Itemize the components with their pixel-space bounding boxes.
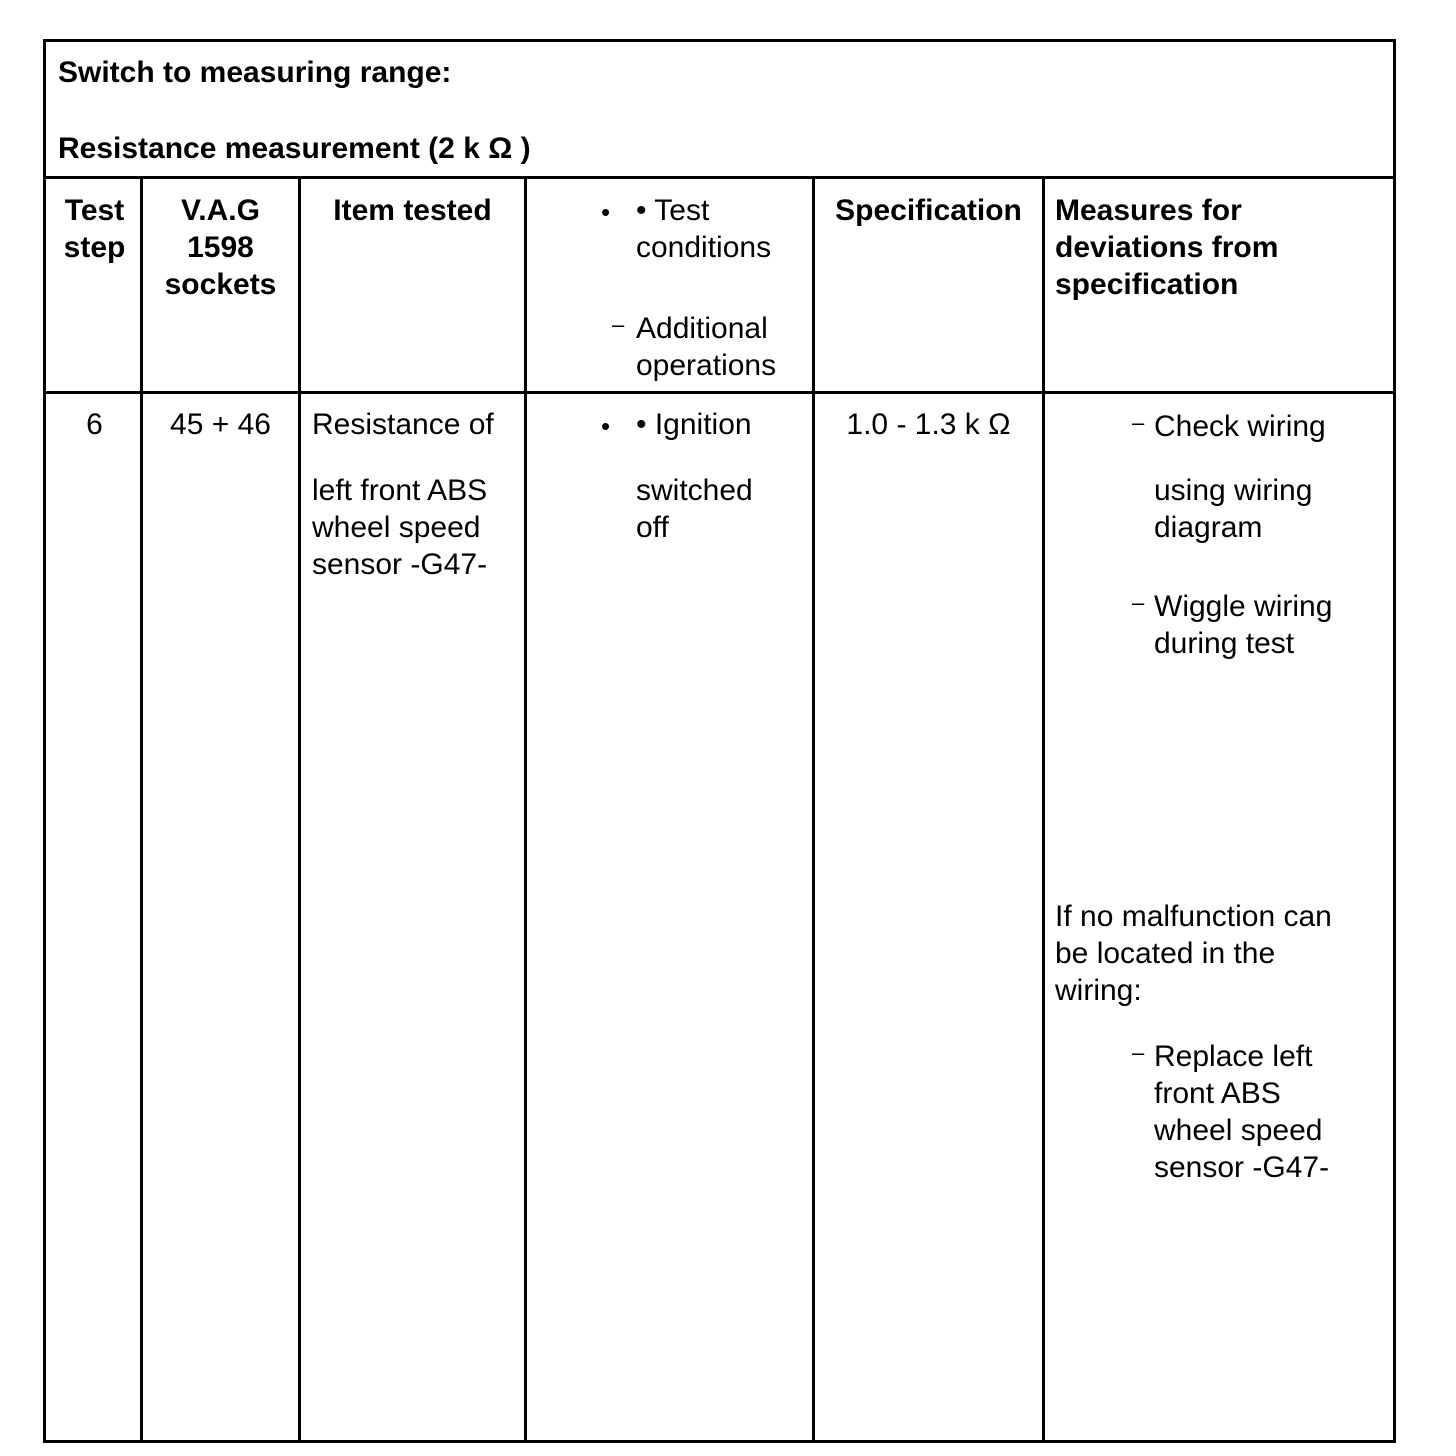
column-divider [1042, 179, 1045, 1440]
header-divider [46, 391, 1393, 394]
cell-text-line: Replace left [1154, 1040, 1313, 1073]
header-test-conditions-line: • Test [636, 194, 710, 227]
measure-check-wiring [1154, 472, 1312, 546]
cell-text-line: front ABS [1154, 1077, 1281, 1110]
header-text-line: Test [64, 194, 125, 227]
cell-text-line: Wiggle wiring [1154, 590, 1333, 623]
cell-specification: 1.0 - 1.3 k Ω [846, 408, 1011, 441]
header-additional-operations-line: Additional [636, 312, 768, 345]
cell-text-line: switched [636, 474, 753, 507]
measure-check-wiring-line: Check wiring [1154, 410, 1326, 443]
measure-note [1055, 898, 1332, 1009]
header-text-line: sockets [164, 268, 277, 301]
column-divider [140, 179, 143, 1440]
measure-wiggle-wiring [1154, 588, 1332, 662]
cell-text-line: diagram [1154, 511, 1263, 544]
cell-text-line: off [636, 511, 669, 544]
header-text-line: deviations from [1055, 231, 1279, 264]
cell-text-line: wheel speed [312, 511, 481, 544]
cell-test-step: 6 [86, 408, 103, 441]
cell-item-tested [312, 472, 487, 583]
header-text-line: specification [1055, 268, 1239, 301]
header-text-line: V.A.G [181, 194, 260, 227]
dash-icon: – [1132, 1040, 1145, 1065]
cell-text-line: during test [1154, 627, 1295, 660]
cell-conditions-line: • Ignition [636, 408, 752, 441]
test-table [43, 39, 1396, 1443]
header-sockets [143, 192, 298, 303]
dash-icon: – [1132, 590, 1145, 615]
cell-text-line: wiring: [1055, 974, 1142, 1007]
column-divider [812, 179, 815, 1440]
cell-sockets: 45 + 46 [170, 408, 271, 441]
cell-conditions [636, 472, 753, 546]
header-test-step [46, 192, 143, 266]
dash-icon: – [1132, 410, 1145, 435]
header-measures [1055, 192, 1278, 303]
bullet-icon: • [601, 411, 611, 441]
header-text-line: step [63, 231, 126, 264]
cell-text-line: If no malfunction can [1055, 900, 1332, 933]
column-divider [298, 179, 301, 1440]
cell-text-line: be located in the [1055, 937, 1276, 970]
measuring-range-heading: Switch to measuring range: [58, 56, 452, 89]
resistance-measurement-heading: Resistance measurement (2 k Ω ) [58, 132, 531, 165]
column-divider [524, 179, 527, 1440]
cell-text-line: left front ABS [312, 474, 488, 507]
cell-text-line: sensor -G47- [312, 548, 488, 581]
measure-replace-sensor [1154, 1038, 1329, 1186]
cell-text-line: wheel speed [1154, 1114, 1323, 1147]
header-item-tested: Item tested [333, 194, 492, 227]
table-banner [46, 42, 1393, 179]
cell-text-line: sensor -G47- [1154, 1151, 1330, 1184]
cell-text-line: using wiring [1154, 474, 1313, 507]
header-additional-operations-line: operations [636, 349, 777, 382]
dash-icon: – [612, 312, 625, 337]
cell-item-tested-line: Resistance of [312, 408, 494, 441]
bullet-icon: • [601, 197, 611, 227]
header-text-line: 1598 [187, 231, 254, 264]
header-specification: Specification [835, 194, 1022, 227]
header-text-line: Measures for [1055, 194, 1242, 227]
header-test-conditions-line: conditions [636, 231, 772, 264]
